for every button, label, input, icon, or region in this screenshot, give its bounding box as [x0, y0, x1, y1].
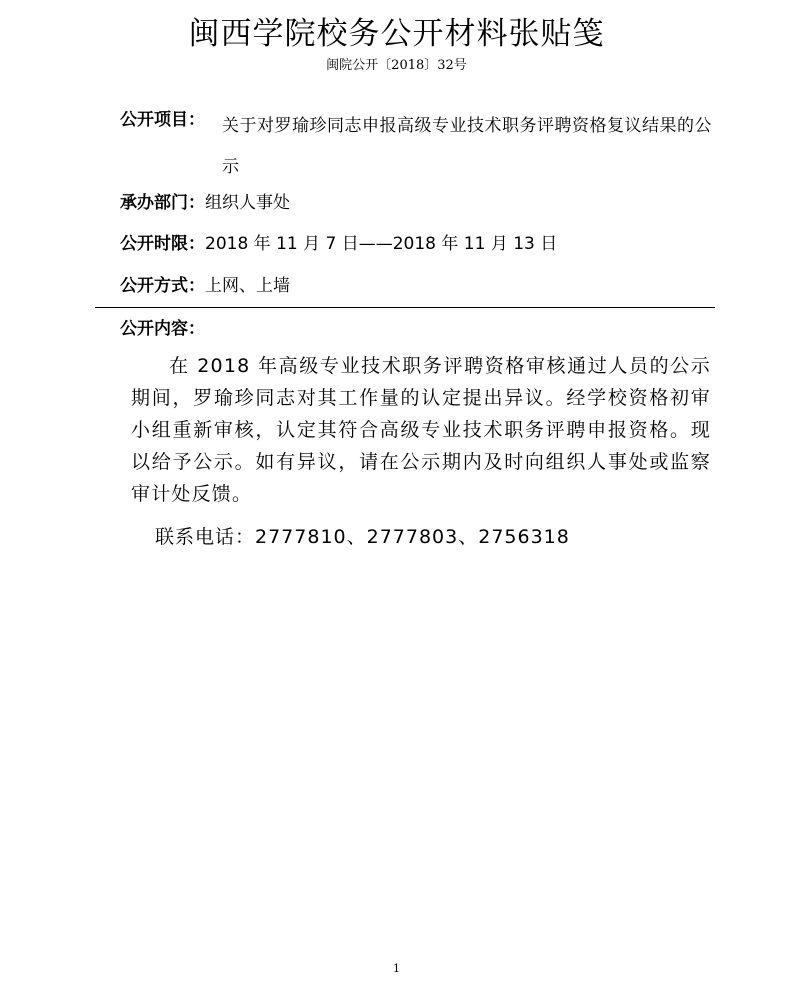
field-method-label: 公开方式：: [120, 276, 205, 296]
field-period-label: 公开时限：: [120, 234, 205, 254]
field-method: [120, 275, 290, 297]
field-project-value: 关于对罗瑜珍同志申报高级专业技术职务评聘资格复议结果的公示: [222, 116, 712, 177]
page-number: 1: [393, 962, 400, 975]
document-title: 闽西学院校务公开材料张贴笺: [188, 16, 605, 52]
field-project: [120, 109, 205, 131]
contact-phone: 联系电话：2777810、2777803、2756318: [155, 526, 570, 548]
field-period: [120, 233, 557, 255]
content-body: 在 2018 年高级专业技术职务评聘资格审核通过人员的公示期间，罗瑜珍同志对其工作量的认定提出异议。经学校资格初审小组重新审核，认定其符合高级专业技术职务评聘申报资格。现以给予公示。如有异议，请在公示期内及时向组织人事处或监察审计处反馈。: [131, 355, 711, 505]
section-divider: [95, 307, 715, 308]
field-department-label: 承办部门：: [120, 193, 205, 213]
field-project-label: 公开项目：: [120, 110, 205, 130]
field-method-value: 上网、上墙: [205, 276, 290, 296]
field-department-value: 组织人事处: [205, 193, 290, 213]
field-period-value: 2018 年 11 月 7 日——2018 年 11 月 13 日: [205, 234, 558, 254]
content-label: 公开内容：: [120, 319, 205, 339]
field-department: [120, 192, 290, 214]
document-number: 闽院公开〔2018〕32号: [326, 58, 467, 73]
